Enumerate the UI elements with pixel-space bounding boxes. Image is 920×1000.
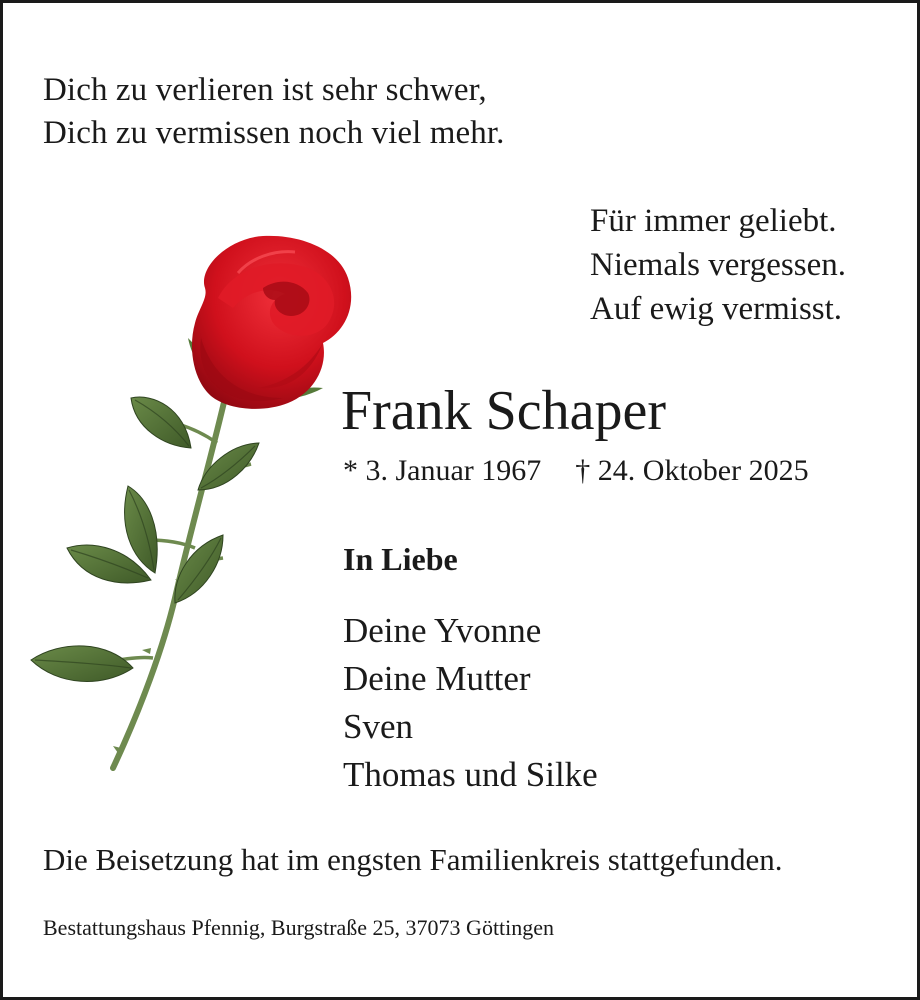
mourner-name: Deine Mutter	[343, 659, 531, 698]
poem-right-line-2: Niemals vergessen.	[590, 247, 846, 283]
undertaker-info: Bestattungshaus Pfennig, Burgstraße 25, 37073 Göttingen	[43, 915, 555, 940]
rose-icon	[23, 228, 363, 778]
poem-right-line-3: Auf ewig vermisst.	[590, 291, 843, 327]
poem-right-line-1: Für immer geliebt.	[590, 203, 837, 239]
poem-left	[43, 69, 505, 155]
deceased-name: Frank Schaper	[341, 380, 667, 442]
poem-left-line-2: Dich zu vermissen noch viel mehr.	[43, 115, 505, 151]
mourners-heading: In Liebe	[343, 541, 458, 577]
poem-right	[590, 199, 846, 331]
birth-date: * 3. Januar 1967	[343, 454, 542, 487]
mourner-name: Thomas und Silke	[343, 755, 598, 794]
rose-leaves	[31, 397, 259, 681]
mourners-list	[343, 607, 598, 799]
burial-note: Die Beisetzung hat im engsten Familienkreis stattgefunden.	[43, 842, 783, 877]
death-date: † 24. Oktober 2025	[575, 454, 809, 487]
mourner-name: Deine Yvonne	[343, 611, 542, 650]
poem-left-line-1: Dich zu verlieren ist sehr schwer,	[43, 72, 487, 108]
life-dates	[343, 453, 809, 489]
mourner-name: Sven	[343, 707, 413, 746]
rose-bloom	[192, 236, 351, 409]
